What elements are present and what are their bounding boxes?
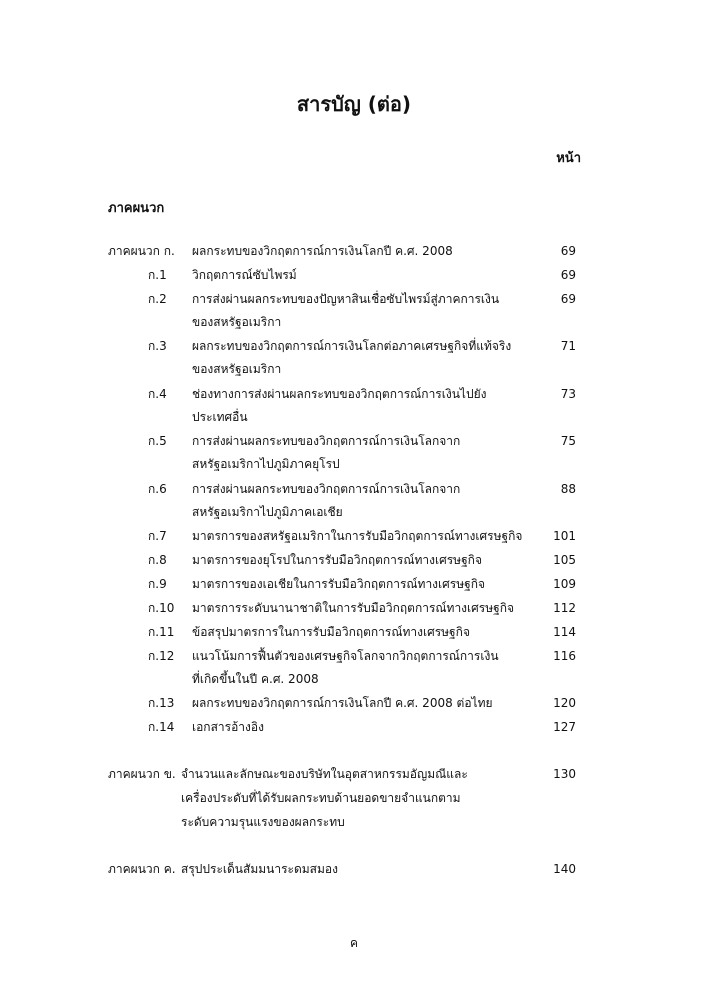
toc-entry-text: ข้อสรุปมาตรการในการรับมือวิกฤตการณ์ทางเศรษฐกิจ <box>192 625 470 639</box>
toc-entry-page: 140 <box>553 862 576 876</box>
toc-entry-page: 73 <box>560 387 576 401</box>
toc-entry-page: 69 <box>560 268 576 282</box>
toc-entry-code: ก.1 <box>148 268 167 282</box>
toc-entry-text-continued: ของสหรัฐอเมริกา <box>192 315 282 329</box>
toc-entry-text: ช่องทางการส่งผ่านผลกระทบของวิกฤตการณ์การเงินไปยัง <box>192 387 487 401</box>
page-column-header: หน้า <box>556 151 581 166</box>
toc-entry-text: มาตรการของยุโรปในการรับมือวิกฤตการณ์ทางเศรษฐกิจ <box>192 553 482 567</box>
toc-entry-page: 101 <box>553 529 576 543</box>
toc-entry-code: ก.2 <box>148 292 167 306</box>
toc-entry-text: เอกสารอ้างอิง <box>192 720 264 734</box>
page-number-footer: ค <box>349 936 359 950</box>
toc-entry-text: สรุปประเด็นสัมมนาระดมสมอง <box>181 862 338 876</box>
toc-entry-page: 116 <box>553 649 576 663</box>
toc-entry-text-continued: ของสหรัฐอเมริกา <box>192 362 282 376</box>
toc-entry-code: ก.13 <box>148 696 175 710</box>
toc-entry-text: วิกฤตการณ์ซับไพรม์ <box>192 268 297 282</box>
toc-entry-text: ผลกระทบของวิกฤตการณ์การเงินโลกต่อภาคเศรษฐกิจที่แท้จริง <box>192 339 512 353</box>
toc-entry-page: 71 <box>560 339 576 353</box>
toc-entry-text-continued: เครื่องประดับที่ได้รับผลกระทบด้านยอดขายจำแนกตาม <box>181 791 461 805</box>
toc-entry-prefix: ภาคผนวก ค. <box>108 862 176 876</box>
toc-entry-text: จำนวนและลักษณะของบริษัทในอุตสาหกรรมอัญมณีและ <box>181 767 468 781</box>
toc-entry-text: การส่งผ่านผลกระทบของวิกฤตการณ์การเงินโลกจาก <box>192 482 461 496</box>
toc-entry-page: 109 <box>553 577 576 591</box>
toc-entry-code: ก.12 <box>148 649 175 663</box>
toc-entry-page: 88 <box>560 482 576 496</box>
toc-entry-page: 112 <box>553 601 576 615</box>
toc-entry-page: 114 <box>553 625 576 639</box>
toc-entry-text: มาตรการระดับนานาชาติในการรับมือวิกฤตการณ์ทางเศรษฐกิจ <box>192 601 515 615</box>
toc-entry-text: มาตรการของเอเชียในการรับมือวิกฤตการณ์ทางเศรษฐกิจ <box>192 577 486 591</box>
toc-entry-page: 127 <box>553 720 576 734</box>
toc-entry-text-continued: ประเทศอื่น <box>192 410 248 424</box>
toc-entry-code: ก.10 <box>148 601 175 615</box>
toc-entry-code: ก.14 <box>148 720 175 734</box>
toc-entry-code: ก.7 <box>148 529 167 543</box>
toc-entry-page: 130 <box>553 767 576 781</box>
page-title: สารบัญ (ต่อ) <box>296 92 412 116</box>
toc-entry-page: 105 <box>553 553 576 567</box>
toc-entry-code: ก.5 <box>148 434 167 448</box>
toc-entry-code: ก.4 <box>148 387 167 401</box>
toc-entry-text: ผลกระทบของวิกฤตการณ์การเงินโลกปี ค.ศ. 2008 ต่อไทย <box>192 696 493 710</box>
toc-entry-code: ก.3 <box>148 339 167 353</box>
toc-entry-page: 69 <box>560 244 576 258</box>
toc-entry-text: แนวโน้มการฟื้นตัวของเศรษฐกิจโลกจากวิกฤตการณ์การเงิน <box>192 649 499 663</box>
toc-entry-text: การส่งผ่านผลกระทบของวิกฤตการณ์การเงินโลกจาก <box>192 434 461 448</box>
toc-entry-text-continued: ที่เกิดขึ้นในปี ค.ศ. 2008 <box>192 672 319 686</box>
toc-entry-prefix: ภาคผนวก ข. <box>108 767 176 781</box>
toc-entry-code: ก.9 <box>148 577 167 591</box>
toc-entry-text: มาตรการของสหรัฐอเมริกาในการรับมือวิกฤตการณ์ทางเศรษฐกิจ <box>192 529 523 543</box>
toc-entry-text-continued: สหรัฐอเมริกาไปภูมิภาคยุโรป <box>192 457 340 471</box>
toc-entry-text-continued: สหรัฐอเมริกาไปภูมิภาคเอเชีย <box>192 505 343 519</box>
section-title: ภาคผนวก <box>108 201 165 216</box>
toc-entry-text: ผลกระทบของวิกฤตการณ์การเงินโลกปี ค.ศ. 2008 <box>192 244 453 258</box>
toc-entry-code: ก.8 <box>148 553 167 567</box>
toc-entry-page: 75 <box>560 434 576 448</box>
toc-entry-page: 69 <box>560 292 576 306</box>
toc-entry-code: ก.11 <box>148 625 175 639</box>
toc-entry-code: ก.6 <box>148 482 167 496</box>
toc-entry-text-continued: ระดับความรุนแรงของผลกระทบ <box>181 815 345 829</box>
toc-entry-prefix: ภาคผนวก ก. <box>108 244 175 258</box>
toc-entry-page: 120 <box>553 696 576 710</box>
toc-entry-text: การส่งผ่านผลกระทบของปัญหาสินเชื่อซับไพรม์สู่ภาคการเงิน <box>192 292 500 306</box>
